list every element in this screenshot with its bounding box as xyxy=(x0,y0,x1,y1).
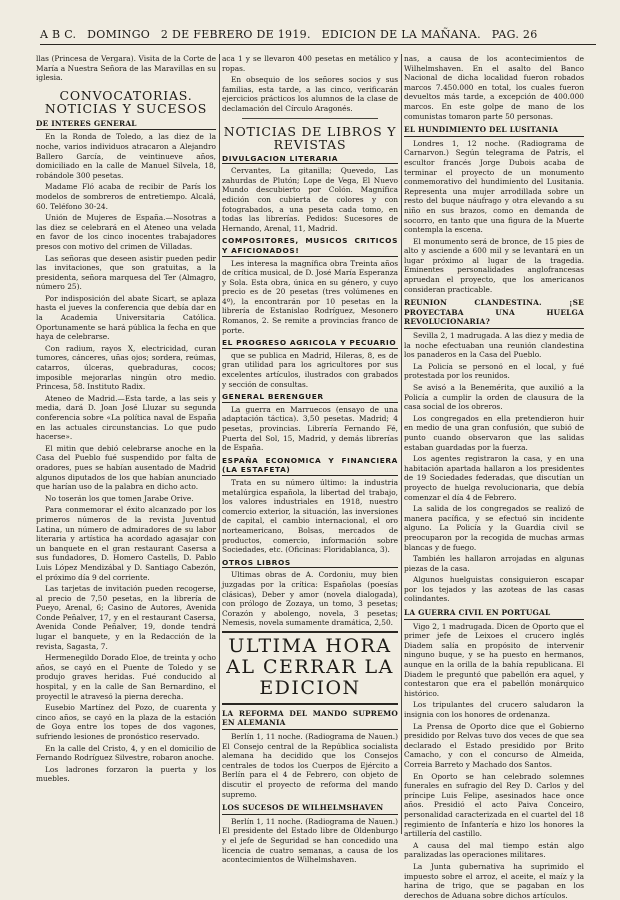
section-reforma-mando: LA REFORMA DEL MANDO SUPREMO EN ALEMANIA xyxy=(222,709,398,730)
news-item: Con radium, rayos X, electricidad, curan tumores, cánceres, uñas ojos; sordera, reúmas, catarros, úlceras, quebraduras, cocos; imposible mejorarlas ningún otro medio. Princesa, 58. Instituto Radix. xyxy=(36,343,216,392)
news-item: Las tarjetas de invitación pueden recogerse, al precio de 7,50 pesetas, en la librería de Pueyo, Arenal, 6; Casino de Autores, Avenida Conde Peñalver, 17, y en el restaurant Casersa, Avenida Conde Peñalver, 19, donde tendrá lugar el banquete, y en la Redacción de la revista, Sagasta, 7. xyxy=(36,584,216,651)
column-divider xyxy=(401,54,402,834)
article-text: aca 1 y se llevaron 400 pesetas en metálico y ropas. xyxy=(222,54,398,73)
news-item: Para conmemorar el éxito alcanzado por los primeros números de la revista Juventud Latina, un número de admiradores de su labor literaria y artística ha acordado agasajar con un banquete en el gran restaurant Casersa a sus fundadores, D. Homero Castells, D. Pablo Luis López Mendizábal y D. Santiago Cabezón, el próximo día 9 del corriente. xyxy=(36,505,216,582)
news-item: A causa del mal tiempo están algo paralizadas las operaciones militares. xyxy=(404,840,584,860)
article-text: En obsequio de los señores socios y sus familias, esta tarde, a las cinco, verificarán ejercicios prácticos los alumnos de la clase de declamación del Círculo Aragonés. xyxy=(222,75,398,113)
news-item: También les hallaron arrojadas en algunas piezas de la casa. xyxy=(404,554,584,573)
news-item: Se avisó a la Benemérita, que auxilió a la Policía a cumplir la orden de clausura de la casa social de los obreros. xyxy=(404,383,584,412)
news-item: Madame Fló acaba de recibir de París los modelos de sombreros de entretiempo. Alcalá, 60. Teléfono 30-24. xyxy=(36,182,216,211)
news-item: No toserán los que tomen Jarabe Orive. xyxy=(45,493,194,503)
section-wilhelmshaven: LOS SUCESOS DE WILHELMSHAVEN xyxy=(222,803,398,815)
news-item: La Junta gubernativa ha suprimido el impuesto sobre el arroz, el aceite, el maíz y la harina de trigo, que se pagaban en los derechos de Aduana sobre dichos artículos. xyxy=(404,861,584,900)
news-item: Los ladrones forzaron la puerta y los muebles. xyxy=(36,764,216,784)
masthead xyxy=(40,28,596,41)
news-item: Vigo 2, 1 madrugada. Dicen de Oporto que el primer jefe de Leixoes el crucero inglés Diadem salía en propósito de intervenir ninguno buque, y se ha puesto en hermanos, aunque en la orilla de la bahía republicana. El Diadem le preguntó que pabellón era aquel, y contestaron que era el pabellón monárquico histórico. xyxy=(404,621,584,698)
news-item: La Policía se personó en el local, y fué protestada por los reunidos. xyxy=(404,361,584,381)
section-text: que se publica en Madrid, Hileras, 8, es de gran utilidad para los agricultores por sus excelentes artículos, ilustrados con grabados y sección de consultas. xyxy=(222,350,398,389)
section-reunion-clandestina: REUNION CLANDESTINA. ¡SE PROYECTABA UNA HUELGA REVOLUCIONARIA? xyxy=(404,298,584,329)
headline-ultima-hora: ULTIMA HORA AL CERRAR LA EDICION xyxy=(226,634,394,699)
news-item: Berlín 1, 11 noche. (Radiograma de Nauen.) El presidente del Estado libre de Oldenburgo y el jefe de Seguridad se han concedido una licencia de cuatro semanas, a causa de los acontecimientos de Wilhelmshaven. xyxy=(222,816,398,865)
header-rule xyxy=(40,44,596,45)
headline-convocatorias: CONVOCATORIAS. NOTICIAS Y SUCESOS xyxy=(44,87,208,116)
masthead-day: DOMINGO xyxy=(87,28,151,41)
news-item: Unión de Mujeres de España.—Nosotras a las diez se celebrará en el Ateneo una velada en favor de los cinco inocentes trabajadores presos con motivo del crimen de Villadas. xyxy=(36,213,216,251)
section-text: Ultimas obras de A. Cordoniu, muy bien juzgadas por la crítica: Españolas (poesías clásicas), Deber y amor (novela dialogada), con prólogo de Zozaya, un tomo, 3 pesetas; Corazón y abolengo, novela, 3 pesetas; Nemesis, novela sumamente dramática, 2,50. xyxy=(222,570,398,628)
section-title: DIVULGACION LITERARIA xyxy=(222,154,398,165)
section-text: Cervantes, La gitanilla; Quevedo, Las zahurdas de Plutón; Lope de Vega, El Nuevo Mundo descubierto por Colón. Magnífica edición con cubierta de colores y con fotograbados, a una peseta cada tomo, en todas las librerías. Pedidos: Sucesores de Hernando, Arenal, 11, Madrid. xyxy=(222,166,398,233)
news-item: Eusebio Martínez del Pozo, de cuarenta y cinco años, se cayó en la plaza de la estación de Goya entre los topes de dos vagones, sufriendo lesiones de pronóstico reservado. xyxy=(36,703,216,741)
column-2 xyxy=(222,54,398,865)
section-lusitania: EL HUNDIMIENTO DEL LUSITANIA xyxy=(404,125,584,137)
news-item: En la calle del Cristo, 4, y en el domicilio de Fernando Rodríguez Silvestre, robaron anoche. xyxy=(36,743,216,763)
news-item: El mitin que debió celebrarse anoche en la Casa del Pueblo fué suspendido por falta de oradores, pues se habían ausentado de Madrid algunos diputados de los que habían anunciado que harían uso de la palabra en dicho acto. xyxy=(36,443,216,492)
news-item: En Oporto se han celebrado solemnes funerales en sufragio del Rey D. Carlos y del príncipe Luis Felipe, asesinados hace once años. Presidió el acto Paiva Conceiro, personalidad caracterizada en el cuartel del 18 regimiento de Infantería e hizo los honores la artillería del castillo. xyxy=(404,771,584,839)
news-item: Las señoras que deseen asistir pueden pedir las invitaciones, que son gratuitas, a la presidenta, señora marquesa del Ter (Almagro, número 25). xyxy=(36,253,216,292)
news-item: La salida de los congregados se realizó de manera pacífica, y se efectuó sin incidente alguno. La Policía y la Guardia civil se preocuparon por la recogida de muchas armas blancas y de fuego. xyxy=(404,504,584,552)
section-title: COMPOSITORES, MUSICOS CRITICOS Y AFICIONADOS! xyxy=(222,236,398,255)
news-item: Ateneo de Madrid.—Esta tarde, a las seis y media, dará D. Joan José Lluzar su segunda conferencia sobre «La política naval de España en las actuales circunstancias. Lo que pudo hacerse». xyxy=(36,393,216,442)
news-item: Los agentes registraron la casa, y en una habitación apartada hallaron a los presidentes de 19 Sociedades federadas, que discutían un proyecto de huelga revolucionaria, que debía comenzar el día 4 de Febrero. xyxy=(404,454,584,502)
masthead-date: 2 DE FEBRERO DE 1919. xyxy=(160,28,311,41)
article-text: llas (Princesa de Vergara). Visita de la Corte de María a Nuestra Señora de las Maravillas en su iglesia. xyxy=(36,54,216,83)
divider xyxy=(242,118,378,119)
headline-libros-revistas: NOTICIAS DE LIBROS Y REVISTAS xyxy=(223,123,397,152)
news-item: La Prensa de Oporto dice que el Gobierno presidido por Relvas tuvo dos veces de que sea declarado el Estado presidido por Brito Camacho, y con el concurso de Almeida, Correia Barreto y Machado dos Santos. xyxy=(404,721,584,769)
section-title: EL PROGRESO AGRICOLA Y PECUARIO xyxy=(222,338,397,348)
paper-name: A B C. xyxy=(40,28,77,41)
rule xyxy=(222,703,398,705)
section-interes-general: DE INTERES GENERAL xyxy=(36,119,216,131)
section-text: La guerra en Marruecos (ensayo de una adaptación táctica). 3,50 pesetas. Madrid; 4 pesetas, provincias. Librería Fernando Fé, Puerta del Sol, 15, Madrid, y demás librerías de España. xyxy=(222,404,398,453)
news-item: Algunos huelguistas consiguieron escapar por los tejados y las azoteas de las casas colindantes. xyxy=(404,575,584,604)
section-guerra-portugal: LA GUERRA CIVIL EN PORTUGAL xyxy=(404,608,584,620)
news-item: Los tripulantes del crucero saludaron la insignia con los honores de ordenanza. xyxy=(404,700,584,719)
section-title: OTROS LIBROS xyxy=(222,558,398,569)
masthead-edition: EDICION DE LA MAÑANA. xyxy=(321,28,481,41)
news-item: Berlín 1, 11 noche. (Radiograma de Nauen.) El Consejo central de la República socialista alemana ha decidido que los Consejos centrales de todos los Cuerpos de Ejército a Berlín para el 4 de Febrero, con objeto de discutir el proyecto de reforma del mando supremo. xyxy=(222,732,398,799)
column-3 xyxy=(404,54,584,900)
news-item: Los congregados en ella pretendieron huir en medio de una gran confusión, que subió de punto cuando observaron que las salidas estaban guardadas por la fuerza. xyxy=(404,413,584,452)
section-text: Trata en su número último: la industria metalúrgica española, la libertad del trabajo, los valores industriales en 1918, nuestro comercio exterior, la situación, las inversiones de capital, el cambio internacional, el oro norteamericano, Bolsas, mercados de productos, comercio, información sobre Sociedades, etc. (Oficinas: Floridablanca, 3). xyxy=(222,477,398,555)
news-item: En la Ronda de Toledo, a las diez de la noche, varios individuos atracaron a Alejandro Ballero García, de veintinueve años, domiciliado en la calle de Manuel Silvela, 18, robándole 300 pesetas. xyxy=(36,132,216,180)
news-item: Hermenegildo Dorado Eloe, de treinta y ocho años, se cayó en el Puente de Toledo y se produjo graves heridas. Fué conducido al hospital, y en la calle de San Bernardino, el proyectil le atravesó la pierna derecha. xyxy=(36,653,216,701)
column-divider xyxy=(219,54,220,834)
news-item: Londres 1, 12 noche. (Radiograma de Carnarvon.) Según telegrama de Patrís, el escultor francés Jorge Dubois acaba de terminar el proyecto de un monumento conmemorativo del hundimiento del Lusitania. Representa una mujer arrodillada sobre un resto del buque náufrago y otra elevando a su niño en sus brazos, como en demanda de socorro, en tanto que una figura de la Muerte contempla la escena. xyxy=(404,138,584,235)
column-1 xyxy=(36,54,216,836)
news-item: Por indisposición del abate Sicart, se aplaza hasta el jueves la conferencia que debía dar en la Academia Universitaria Católica. Oportunamente se hará pública la fecha en que haya de celebrarse. xyxy=(36,293,216,342)
news-item: El monumento será de bronce, de 15 pies de alto y asciende a 600 mil y se levantará en un lugar próximo al lugar de la tragedia. Eminentes personalidades anglofrancesas apruedan el proyecto, que los americanos consideran practicable. xyxy=(404,236,584,294)
rule xyxy=(222,631,398,633)
article-text: nas, a causa de los acontecimientos de Wilhelmshaven. En el asalto del Banco Nacional de dicha localidad fueron robados marcos 7.450.000 en total, los cuales fueron devueltos más tarde, a excepción de 400.000 marcos. En este golpe de mano de los comunistas tomaron parte 50 personas. xyxy=(404,54,584,121)
section-title: ESPAÑA ECONOMICA Y FINANCIERA (LA ESTAFETA) xyxy=(222,455,398,475)
news-item: Sevilla 2, 1 madrugada. A las diez y media de la noche efectuaban una reunión clandestina los panaderos en la Casa del Pueblo. xyxy=(404,331,584,360)
section-text: Les interesa la magnífica obra Treinta años de crítica musical, de D. José María Esperanza y Sola. Esta obra, única en su género, y cuyo precio es de 20 pesetas (tres volúmenes en 4º), la encontrarán por 10 pesetas en la librería de Estanislao Rodríguez, Mesonero Romanos, 2. Se remite a provincias franco de porte. xyxy=(222,258,398,335)
section-title: GENERAL BERENGUER xyxy=(222,392,398,403)
masthead-page: PAG. 26 xyxy=(491,28,538,41)
